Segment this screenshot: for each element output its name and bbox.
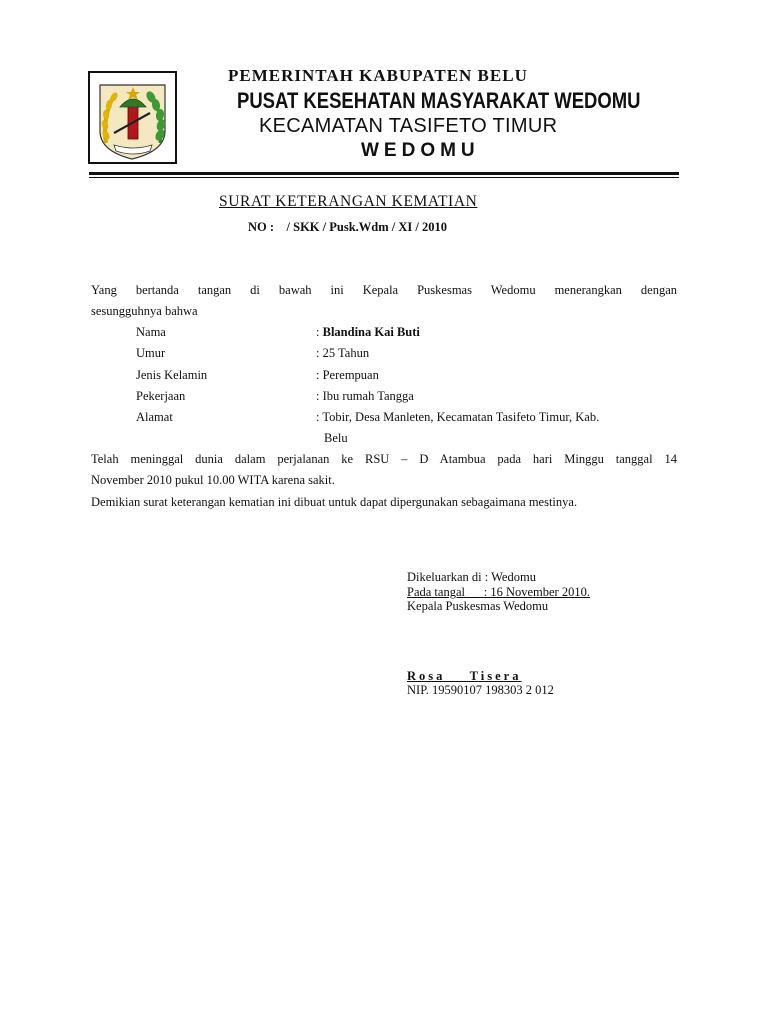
regency-logo (88, 71, 177, 164)
signatory-name: Rosa Tisera (407, 669, 522, 683)
letterhead-district: KECAMATAN TASIFETO TIMUR (259, 115, 558, 137)
intro-line-1: Yang bertanda tangan di bawah ini Kepala Puskesmas Wedomu menerangkan dengan (91, 283, 677, 297)
field-value-name (316, 325, 420, 340)
intro-line-2: sesungguhnya bahwa (91, 304, 198, 318)
issued-at: Dikeluarkan di : Wedomu (407, 570, 536, 584)
address-value-continued: Belu (324, 431, 348, 445)
field-value-occupation (316, 389, 414, 404)
issued-date: Pada tangal : 16 November 2010. (407, 585, 590, 599)
field-value-age (316, 346, 369, 361)
statement-line-1: Telah meninggal dunia dalam perjalanan ke RSU – D Atambua pada hari Minggu tanggal 14 (91, 452, 677, 466)
statement-line-2: November 2010 pukul 10.00 WITA karena sakit. (91, 473, 335, 487)
address-value: Tobir, Desa Manleten, Kecamatan Tasifeto Timur, Kab. (322, 410, 600, 424)
signatory-nip: NIP. 19590107 198303 2 012 (407, 683, 554, 697)
letterhead-village: WEDOMU (361, 140, 480, 161)
field-label-occupation: Pekerjaan (136, 389, 186, 403)
occupation-value: Ibu rumah Tangga (322, 389, 414, 403)
document-number: NO : / SKK / Pusk.Wdm / XI / 2010 (248, 220, 447, 234)
letterhead-institution: PUSAT KESEHATAN MASYARAKAT WEDOMU (237, 88, 641, 113)
signatory-position: Kepala Puskesmas Wedomu (407, 599, 549, 613)
letterhead-rule-thin (89, 177, 679, 178)
colon: : (316, 389, 320, 403)
field-label-name: Nama (136, 325, 166, 339)
age-value: 25 Tahun (322, 346, 370, 360)
field-value-address (316, 410, 599, 425)
field-value-gender (316, 368, 379, 383)
field-label-gender: Jenis Kelamin (136, 368, 208, 382)
colon: : (316, 346, 320, 360)
field-label-address: Alamat (136, 410, 173, 424)
gender-value: Perempuan (322, 368, 379, 382)
letterhead-government: PEMERINTAH KABUPATEN BELU (228, 66, 528, 85)
colon: : (316, 368, 320, 382)
closing-sentence: Demikian surat keterangan kematian ini dibuat untuk dapat dipergunakan sebagaimana mestinya. (91, 495, 578, 509)
colon: : (316, 325, 320, 339)
regency-coat-of-arms-icon (90, 73, 175, 162)
letterhead-rule-thick (89, 172, 679, 175)
colon: : (316, 410, 320, 424)
deceased-name: Blandina Kai Buti (322, 325, 420, 339)
document-title: SURAT KETERANGAN KEMATIAN (219, 193, 478, 210)
field-label-age: Umur (136, 346, 166, 360)
